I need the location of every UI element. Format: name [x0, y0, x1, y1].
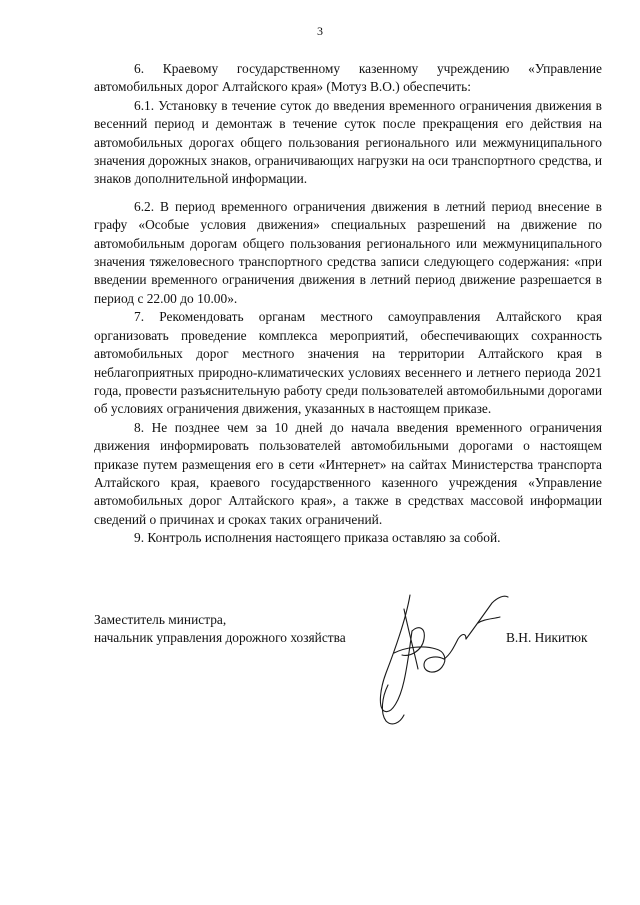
paragraph-6-2: 6.2. В период временного ограничения движения в летний период внесение в графу «Особые условия движения» специальных разрешений на движение по автомобильным дорогам общего пользования регионального или межмуниципального значения тяжеловесного транспортного средства записи следующего содержания: «при введении временного ограничения движения в летний период движение разрешается в период с 22.00 до 10.00». — [94, 198, 602, 306]
page-number: 3 — [317, 24, 323, 38]
paragraph-8: 8. Не позднее чем за 10 дней до начала введения временного ограничения движения информировать пользователей автомобильными дорогами о настоящем приказе путем размещения его в сети «Интернет» на сайтах Министерства транспорта Алтайского края, краевого государственного казенного учреждения «Управление автомобильных дорог Алтайского края», а также в средствах массовой информации сведений о причинах и сроках таких ограничений. — [94, 419, 602, 527]
paragraph-6-1: 6.1. Установку в течение суток до введения временного ограничения движения в весенний период и демонтаж в течение суток после прекращения его действия на автомобильных дорогах общего пользования регионального или межмуниципального значения дорожных знаков, ограничивающих нагрузки на оси транспортного средства, и знаков дополнительной информации. — [94, 97, 602, 187]
signatory-name: В.Н. Никитюк — [506, 630, 588, 645]
handwritten-signature — [366, 589, 516, 729]
signatory-title — [94, 611, 346, 647]
signatory-title-line-1: Заместитель министра, — [94, 612, 227, 627]
paragraph-7: 7. Рекомендовать органам местного самоуправления Алтайского края организовать проведение комплекса мероприятий, обеспечивающих сохранность автомобильных дорог местного значения на территории Алтайского края в неблагоприятных природно-климатических условиях весеннего и летнего периода 2021 года, провести разъяснительную работу среди пользователей автомобильными дорогами об условиях ограничения движения, указанных в настоящем приказе. — [94, 309, 602, 417]
document-body — [94, 60, 602, 548]
signatory-title-line-2: начальник управления дорожного хозяйства — [94, 630, 346, 645]
paragraph-6: 6. Краевому государственному казенному учреждению «Управление автомобильных дорог Алтайского края» (Мотуз В.О.) обеспечить: — [94, 61, 602, 95]
signature-block — [94, 611, 602, 731]
paragraph-9: 9. Контроль исполнения настоящего приказа оставляю за собой. — [134, 530, 501, 546]
